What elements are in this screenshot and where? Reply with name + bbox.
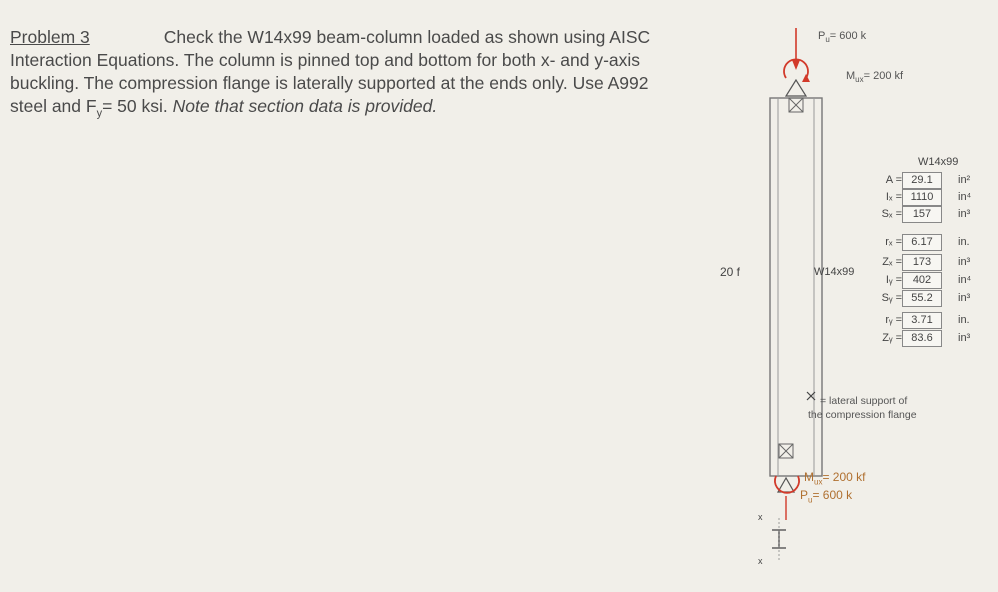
- lateral-support-note: [808, 394, 917, 422]
- top-axial-load-label: $P_u= 600$ k: [818, 30, 867, 45]
- bottom-axial-load-label: $P_u= 600$ k: [800, 488, 853, 505]
- problem-line-1: Check the W14x99 beam-column loaded as shown using AISC: [163, 27, 651, 47]
- prop-row: Iᵧ = 402 in⁴: [870, 272, 990, 289]
- prop-row: rₓ = 6.17 in.: [870, 234, 990, 251]
- note-line-1: = lateral support of: [820, 395, 908, 407]
- column-length-label: 20 f: [720, 265, 741, 279]
- problem-line-2: Interaction Equations. The column is pinned top and bottom for both x- and y-axis: [10, 50, 641, 70]
- bottom-moment-label: $M_{ux}= 200$ kf: [804, 470, 866, 487]
- prop-row: Zᵧ = 83.6 in³: [870, 330, 990, 347]
- prop-row: Iₓ = 1110 in⁴: [870, 189, 990, 206]
- problem-line-4: steel and $F_y= 50$ ksi. Note that section data is provided.: [10, 96, 438, 120]
- top-pin-support: [786, 80, 806, 96]
- section-name: W14x99: [918, 156, 959, 168]
- axis-x-label-top: x: [758, 512, 763, 522]
- prop-row: A = 29.1 in²: [870, 172, 990, 189]
- member-label: W14x99: [814, 266, 855, 278]
- top-moment-arrowhead: [802, 74, 810, 82]
- top-moment-label: $M_{ux}= 200$ kf: [846, 70, 904, 85]
- prop-row: Sᵧ = 55.2 in³: [870, 290, 990, 307]
- bottom-moment-arc: [775, 476, 799, 493]
- problem-line-3: buckling. The compression flange is laterally supported at the ends only. Use A992: [10, 73, 649, 93]
- axis-x-label-bottom: x: [758, 556, 763, 566]
- note-line-2: the compression flange: [808, 409, 917, 421]
- prop-row: Zₓ = 173 in³: [870, 254, 990, 271]
- top-axial-arrowhead: [792, 60, 800, 70]
- prop-row: rᵧ = 3.71 in.: [870, 312, 990, 329]
- problem-title: Problem 3: [10, 27, 90, 47]
- prop-row: Sₓ = 157 in³: [870, 206, 990, 223]
